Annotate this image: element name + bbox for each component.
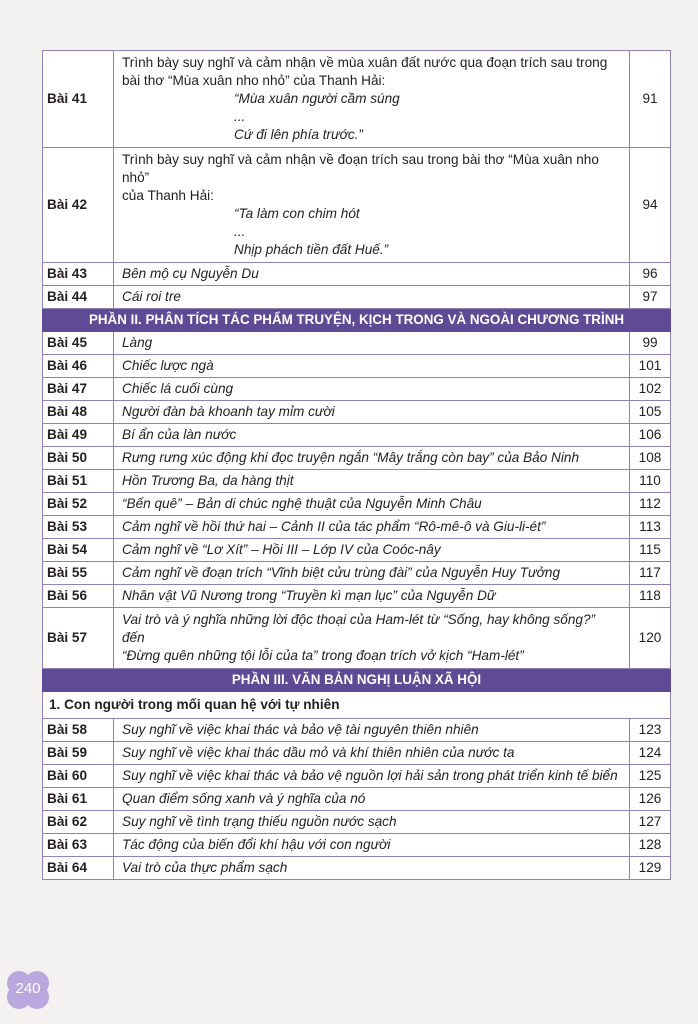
table-of-contents xyxy=(42,50,671,880)
page-ref: 105 xyxy=(630,401,671,424)
lesson-title: Suy nghĩ về việc khai thác và bảo vệ tài nguyên thiên nhiên xyxy=(114,719,630,742)
lesson-title: Chiếc lược ngà xyxy=(114,355,630,378)
quote-line: ... xyxy=(234,224,246,239)
section-header-part3 xyxy=(43,669,671,692)
toc-row xyxy=(43,834,671,857)
lesson-number: Bài 48 xyxy=(43,401,114,424)
lesson-title: Cảm nghĩ về hồi thứ hai – Cảnh II của tác phẩm “Rô-mê-ô và Giu-li-ét” xyxy=(114,516,630,539)
lesson-title: Nhân vật Vũ Nương trong “Truyền kì mạn lục” của Nguyễn Dữ xyxy=(114,585,630,608)
page-ref: 115 xyxy=(630,539,671,562)
lesson-number: Bài 41 xyxy=(43,51,114,148)
toc-row xyxy=(43,355,671,378)
page-ref: 117 xyxy=(630,562,671,585)
quote-line: Nhịp phách tiền đất Huế.” xyxy=(234,242,389,257)
lesson-title: Làng xyxy=(114,332,630,355)
section-header-part2 xyxy=(43,309,671,332)
lesson-title: Cảm nghĩ về đoạn trích “Vĩnh biệt cửu trùng đài” của Nguyễn Huy Tưởng xyxy=(114,562,630,585)
toc-row xyxy=(43,719,671,742)
page-ref: 96 xyxy=(630,263,671,286)
lesson-title: Quan điểm sống xanh và ý nghĩa của nó xyxy=(114,788,630,811)
page-ref: 125 xyxy=(630,765,671,788)
lesson-title xyxy=(114,51,630,148)
lesson-number: Bài 56 xyxy=(43,585,114,608)
lesson-number: Bài 55 xyxy=(43,562,114,585)
lesson-title xyxy=(114,608,630,669)
lesson-title: Suy nghĩ về tình trạng thiếu nguồn nước sạch xyxy=(114,811,630,834)
toc-row-44 xyxy=(43,286,671,309)
toc-row xyxy=(43,447,671,470)
lesson-title: Tác động của biến đổi khí hậu với con người xyxy=(114,834,630,857)
toc-row xyxy=(43,378,671,401)
toc-row xyxy=(43,539,671,562)
quote-line: “Ta làm con chim hót xyxy=(234,206,360,221)
lesson-title: Bí ẩn của làn nước xyxy=(114,424,630,447)
lesson-number: Bài 46 xyxy=(43,355,114,378)
toc-row-41 xyxy=(43,51,671,148)
lesson-number: Bài 61 xyxy=(43,788,114,811)
toc-row xyxy=(43,765,671,788)
lesson-title: Hồn Trương Ba, da hàng thịt xyxy=(114,470,630,493)
lesson-title: Cái roi tre xyxy=(114,286,630,309)
page-ref: 108 xyxy=(630,447,671,470)
page-ref: 129 xyxy=(630,857,671,880)
page-ref: 126 xyxy=(630,788,671,811)
page-ref: 120 xyxy=(630,608,671,669)
toc-row xyxy=(43,401,671,424)
lesson-title: Cảm nghĩ về “Lơ Xít” – Hồi III – Lớp IV của Coóc-nây xyxy=(114,539,630,562)
toc-row xyxy=(43,788,671,811)
section-title: PHẦN II. PHÂN TÍCH TÁC PHẨM TRUYỆN, KỊCH TRONG VÀ NGOÀI CHƯƠNG TRÌNH xyxy=(43,309,671,332)
lesson-number: Bài 44 xyxy=(43,286,114,309)
lesson-title: Rưng rưng xúc động khi đọc truyện ngắn “Mây trắng còn bay” của Bảo Ninh xyxy=(114,447,630,470)
toc-row-42 xyxy=(43,148,671,263)
toc-row-43 xyxy=(43,263,671,286)
toc-row xyxy=(43,332,671,355)
page-ref: 112 xyxy=(630,493,671,516)
lesson-number: Bài 45 xyxy=(43,332,114,355)
lesson-title: Bên mộ cụ Nguyễn Du xyxy=(114,263,630,286)
page-ref: 99 xyxy=(630,332,671,355)
lesson-number: Bài 49 xyxy=(43,424,114,447)
lesson-title: Người đàn bà khoanh tay mỉm cười xyxy=(114,401,630,424)
toc-row xyxy=(43,742,671,765)
lesson-number: Bài 47 xyxy=(43,378,114,401)
page-ref: 102 xyxy=(630,378,671,401)
title-line: của Thanh Hải: xyxy=(122,188,214,203)
page-ref: 106 xyxy=(630,424,671,447)
title-line: Trình bày suy nghĩ và cảm nhận về đoạn trích sau trong bài thơ “Mùa xuân nho nhỏ” xyxy=(122,152,599,185)
lesson-title: Vai trò của thực phẩm sạch xyxy=(114,857,630,880)
toc-row xyxy=(43,562,671,585)
quote-line: “Mùa xuân người cầm súng xyxy=(234,91,400,106)
lesson-number: Bài 54 xyxy=(43,539,114,562)
lesson-number: Bài 58 xyxy=(43,719,114,742)
quote-line: ... xyxy=(234,109,246,124)
lesson-number: Bài 64 xyxy=(43,857,114,880)
lesson-number: Bài 53 xyxy=(43,516,114,539)
page-ref: 110 xyxy=(630,470,671,493)
lesson-title: Suy nghĩ về việc khai thác và bảo vệ nguồn lợi hải sản trong phát triển kinh tế biển xyxy=(114,765,630,788)
page-ref: 123 xyxy=(630,719,671,742)
title-line: “Đừng quên những tội lỗi của ta” trong đoạn trích vở kịch “Ham-lét” xyxy=(122,648,524,663)
lesson-title: Chiếc lá cuối cùng xyxy=(114,378,630,401)
title-line: Trình bày suy nghĩ và cảm nhận về mùa xuân đất nước qua đoạn trích sau trong xyxy=(122,55,608,70)
page-ref: 127 xyxy=(630,811,671,834)
lesson-number: Bài 62 xyxy=(43,811,114,834)
toc-row xyxy=(43,857,671,880)
toc-row xyxy=(43,493,671,516)
page-ref: 128 xyxy=(630,834,671,857)
toc-row xyxy=(43,424,671,447)
lesson-number: Bài 63 xyxy=(43,834,114,857)
page-ref: 97 xyxy=(630,286,671,309)
subsection-title: 1. Con người trong mối quan hệ với tự nhiên xyxy=(43,692,671,719)
lesson-title: Suy nghĩ về việc khai thác dầu mỏ và khí thiên nhiên của nước ta xyxy=(114,742,630,765)
page-ref: 101 xyxy=(630,355,671,378)
lesson-number: Bài 60 xyxy=(43,765,114,788)
lesson-number: Bài 51 xyxy=(43,470,114,493)
lesson-number: Bài 59 xyxy=(43,742,114,765)
section-title: PHẦN III. VĂN BẢN NGHỊ LUẬN XÃ HỘI xyxy=(43,669,671,692)
toc-row xyxy=(43,470,671,493)
page-number-badge xyxy=(4,968,52,1012)
lesson-number: Bài 42 xyxy=(43,148,114,263)
toc-row xyxy=(43,585,671,608)
page-number: 240 xyxy=(15,980,41,997)
lesson-title: “Bến quê” – Bản di chúc nghệ thuật của Nguyễn Minh Châu xyxy=(114,493,630,516)
toc-row xyxy=(43,516,671,539)
title-line: Vai trò và ý nghĩa những lời độc thoại của Ham-lét từ “Sống, hay không sống?” đến xyxy=(122,612,596,645)
lesson-number: Bài 43 xyxy=(43,263,114,286)
title-line: bài thơ “Mùa xuân nho nhỏ” của Thanh Hải: xyxy=(122,73,386,88)
page-ref: 118 xyxy=(630,585,671,608)
lesson-number: Bài 52 xyxy=(43,493,114,516)
page-ref: 94 xyxy=(630,148,671,263)
toc-row xyxy=(43,811,671,834)
toc-row-57 xyxy=(43,608,671,669)
lesson-title xyxy=(114,148,630,263)
page-ref: 91 xyxy=(630,51,671,148)
page-ref: 124 xyxy=(630,742,671,765)
lesson-number: Bài 57 xyxy=(43,608,114,669)
quote-line: Cứ đi lên phía trước.” xyxy=(234,127,363,142)
page-ref: 113 xyxy=(630,516,671,539)
lesson-number: Bài 50 xyxy=(43,447,114,470)
subsection-header xyxy=(43,692,671,719)
